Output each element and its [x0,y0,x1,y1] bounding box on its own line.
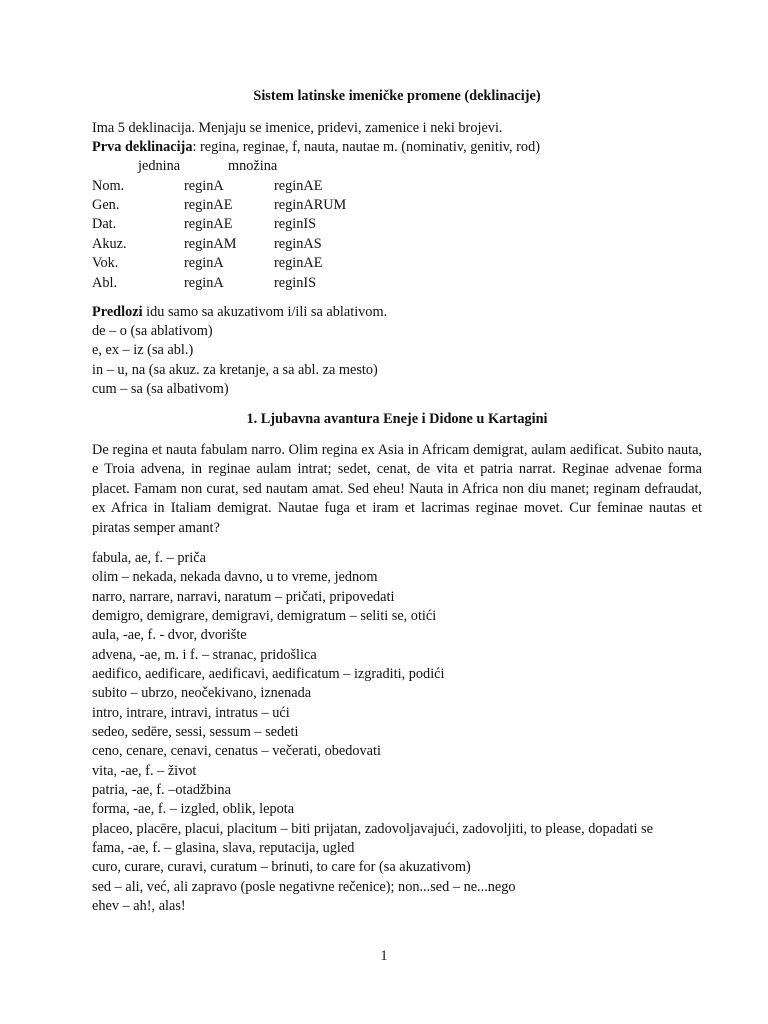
page-number: 1 [380,948,388,964]
vocabulary-entry: intro, intrare, intravi, intratus – ući [92,704,290,721]
preposition-line: de – o (sa ablativom) [92,323,213,340]
case-label: Vok. [92,255,119,272]
vocabulary-entry: ceno, cenare, cenavi, cenatus – večerati, obedovati [92,743,381,760]
declension-row [92,196,702,215]
singular-form: reginA [184,274,224,291]
preposition-line: cum – sa (sa albativom) [92,380,229,397]
singular-form: reginA [184,255,224,272]
singular-header: jednina [138,158,181,175]
declension-table [92,177,702,293]
singular-form: reginAM [184,235,237,252]
vocabulary-entry: demigro, demigrare, demigravi, demigratum – seliti se, otići [92,608,437,625]
intro-line: Ima 5 deklinacija. Menjaju se imenice, pridevi, zamenice i neki brojevi. [92,120,503,136]
first-declension-text: : regina, reginae, f, nauta, nautae m. (nominativ, genitiv, rod) [192,139,540,156]
vocabulary-entry: patria, -ae, f. –otadžbina [92,782,231,799]
vocabulary-entry: fama, -ae, f. – glasina, slava, reputacija, ugled [92,840,355,857]
vocabulary-entry: narro, narrare, narravi, naratum – pričati, pripovedati [92,588,395,605]
plural-form: reginAE [274,255,323,272]
case-label: Gen. [92,196,120,213]
vocabulary-entry: forma, -ae, f. – izgled, oblik, lepota [92,801,295,818]
lesson-heading: 1. Ljubavna avantura Eneje i Didone u Kartagini [246,410,548,427]
vocabulary-entry: sedeo, sedēre, sessi, sessum – sedeti [92,724,299,741]
first-declension-line [92,138,702,157]
declension-row [92,215,702,234]
vocabulary-entry: placeo, placēre, placui, placitum – biti prijatan, zadovoljavajući, zadovoljiti, to please, dopadati se [92,820,653,837]
vocabulary-entry: sed – ali, već, ali zapravo (posle negativne rečenice); non...sed – ne...nego [92,878,516,895]
declension-row [92,177,702,196]
prepositions-label: Predlozi [92,303,143,320]
declension-row [92,274,702,293]
plural-form: reginAS [274,235,322,252]
case-label: Nom. [92,177,125,194]
vocabulary-entry: ehev – ah!, alas! [92,898,186,915]
plural-header: množina [228,158,278,175]
vocabulary-entry: aedifico, aedificare, aedificavi, aedificatum – izgraditi, podići [92,666,445,683]
vocabulary-entry: curo, curare, curavi, curatum – brinuti, to care for (sa akuzativom) [92,859,471,876]
declension-row [92,254,702,273]
prepositions-text: idu samo sa akuzativom i/ili sa ablativom. [142,303,388,320]
prepositions-list [92,322,702,399]
vocabulary-entry: subito – ubrzo, neočekivano, iznenada [92,685,312,702]
singular-form: reginA [184,177,224,194]
plural-form: reginIS [274,274,317,291]
vocabulary-list [92,549,702,917]
vocabulary-entry: aula, -ae, f. - dvor, dvorište [92,627,247,644]
document-title: Sistem latinske imeničke promene (deklinacije) [253,88,541,104]
preposition-line: in – u, na (sa akuz. za kretanje, a sa abl. za mesto) [92,361,378,378]
first-declension-label: Prva deklinacija [92,139,193,156]
vocabulary-entry: olim – nekada, nekada davno, u to vreme, jednom [92,569,378,586]
vocabulary-entry: fabula, ae, f. – priča [92,549,206,566]
declension-header [92,157,702,176]
lesson-text: De regina et nauta fabulam narro. Olim regina ex Asia in Africam demigrat, aulam aedificat. Subito nauta, e Troia advena, in reginae aulam intrat; sedet, cenat, de vita et patria narrat. Reginae advenae forma placet. Famam non curat, sed nautam amat. Sed eheu! Nauta in Africa non diu manet; reginam defraudat, ex Africa in Italiam demigrat. Nautae fuga et iram et lacrimas reginae movet. Cur feminae nautas et piratas semper amant? [92,441,702,536]
preposition-line: e, ex – iz (sa abl.) [92,342,194,359]
plural-form: reginARUM [274,196,347,213]
vocabulary-entry: advena, -ae, m. i f. – stranac, pridošlica [92,646,317,663]
case-label: Akuz. [92,235,127,252]
singular-form: reginAE [184,216,233,233]
page-content [92,87,702,917]
prepositions-line [92,303,702,322]
case-label: Abl. [92,274,118,291]
case-label: Dat. [92,216,117,233]
vocabulary-entry: vita, -ae, f. – život [92,762,197,779]
singular-form: reginAE [184,196,233,213]
declension-row [92,235,702,254]
plural-form: reginIS [274,216,317,233]
plural-form: reginAE [274,177,323,194]
